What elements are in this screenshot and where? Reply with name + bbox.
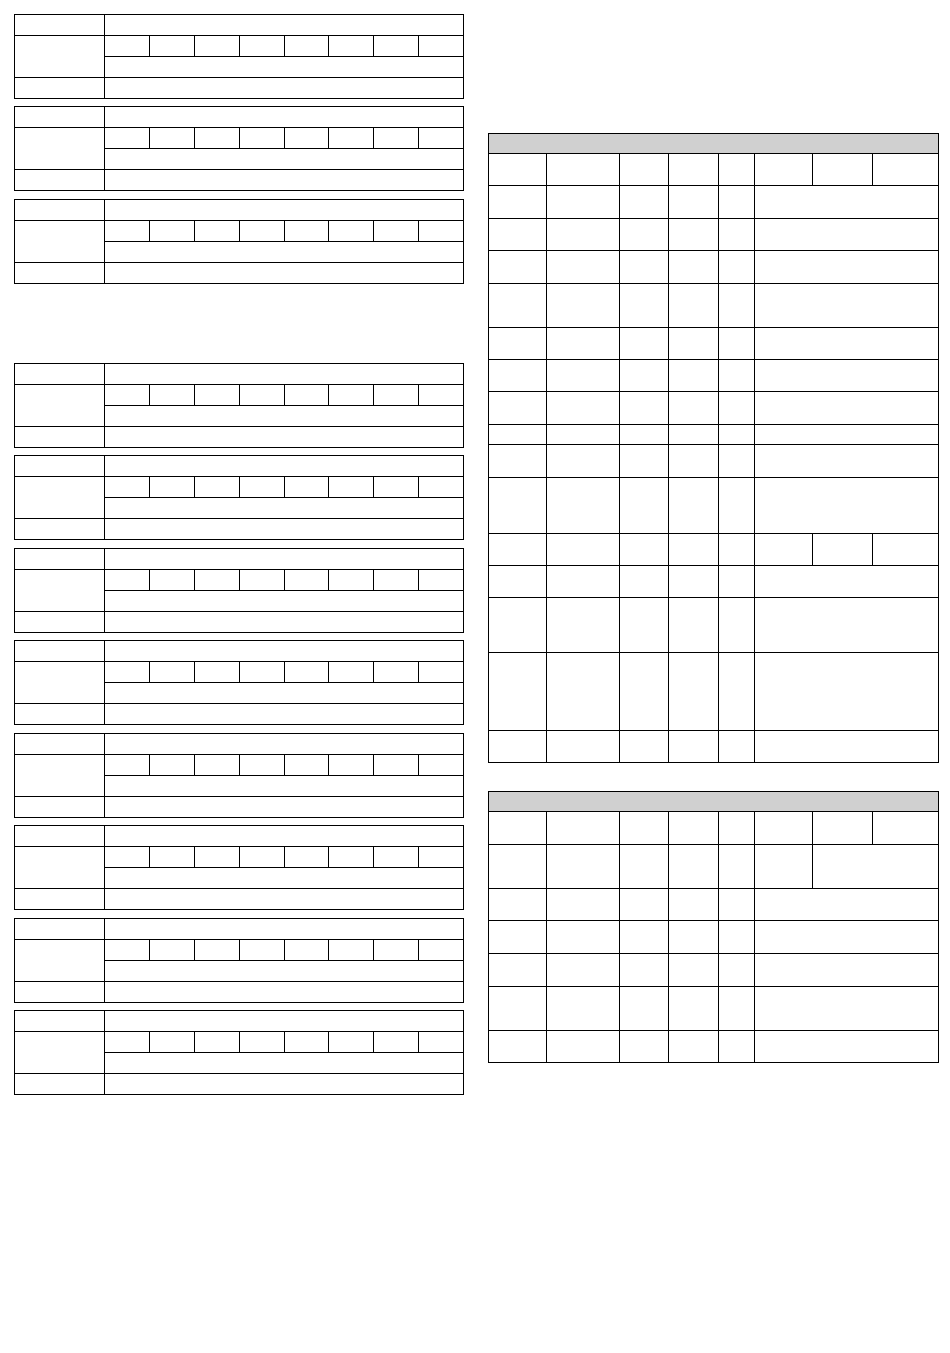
- table-row: [489, 534, 939, 566]
- table-row: [489, 328, 939, 360]
- table-row: [489, 812, 939, 845]
- table-row: [489, 889, 939, 921]
- table-row: [489, 284, 939, 328]
- table-row: [489, 731, 939, 763]
- register-block: [14, 1010, 464, 1095]
- table-row: [489, 251, 939, 284]
- table-row: [489, 425, 939, 445]
- table-row: [489, 1031, 939, 1063]
- register-block: [14, 455, 464, 540]
- register-block: [14, 548, 464, 633]
- table-row: [489, 845, 939, 889]
- table-row: [489, 360, 939, 392]
- register-block: [14, 825, 464, 910]
- register-table: [488, 133, 939, 763]
- register-block: [14, 363, 464, 448]
- table-row: [489, 219, 939, 251]
- table-header-bar: [489, 134, 939, 154]
- register-block: [14, 14, 464, 99]
- table-row: [489, 653, 939, 731]
- register-block: [14, 733, 464, 818]
- register-table: [488, 791, 939, 1063]
- table-row: [489, 598, 939, 653]
- table-row: [489, 445, 939, 478]
- table-row: [489, 478, 939, 534]
- table-header-bar: [489, 792, 939, 812]
- register-block: [14, 640, 464, 725]
- table-row: [489, 392, 939, 425]
- register-block: [14, 918, 464, 1003]
- register-block: [14, 106, 464, 191]
- table-row: [489, 566, 939, 598]
- table-row: [489, 987, 939, 1031]
- register-block: [14, 199, 464, 284]
- table-row: [489, 154, 939, 186]
- table-row: [489, 921, 939, 954]
- table-row: [489, 954, 939, 987]
- table-row: [489, 186, 939, 219]
